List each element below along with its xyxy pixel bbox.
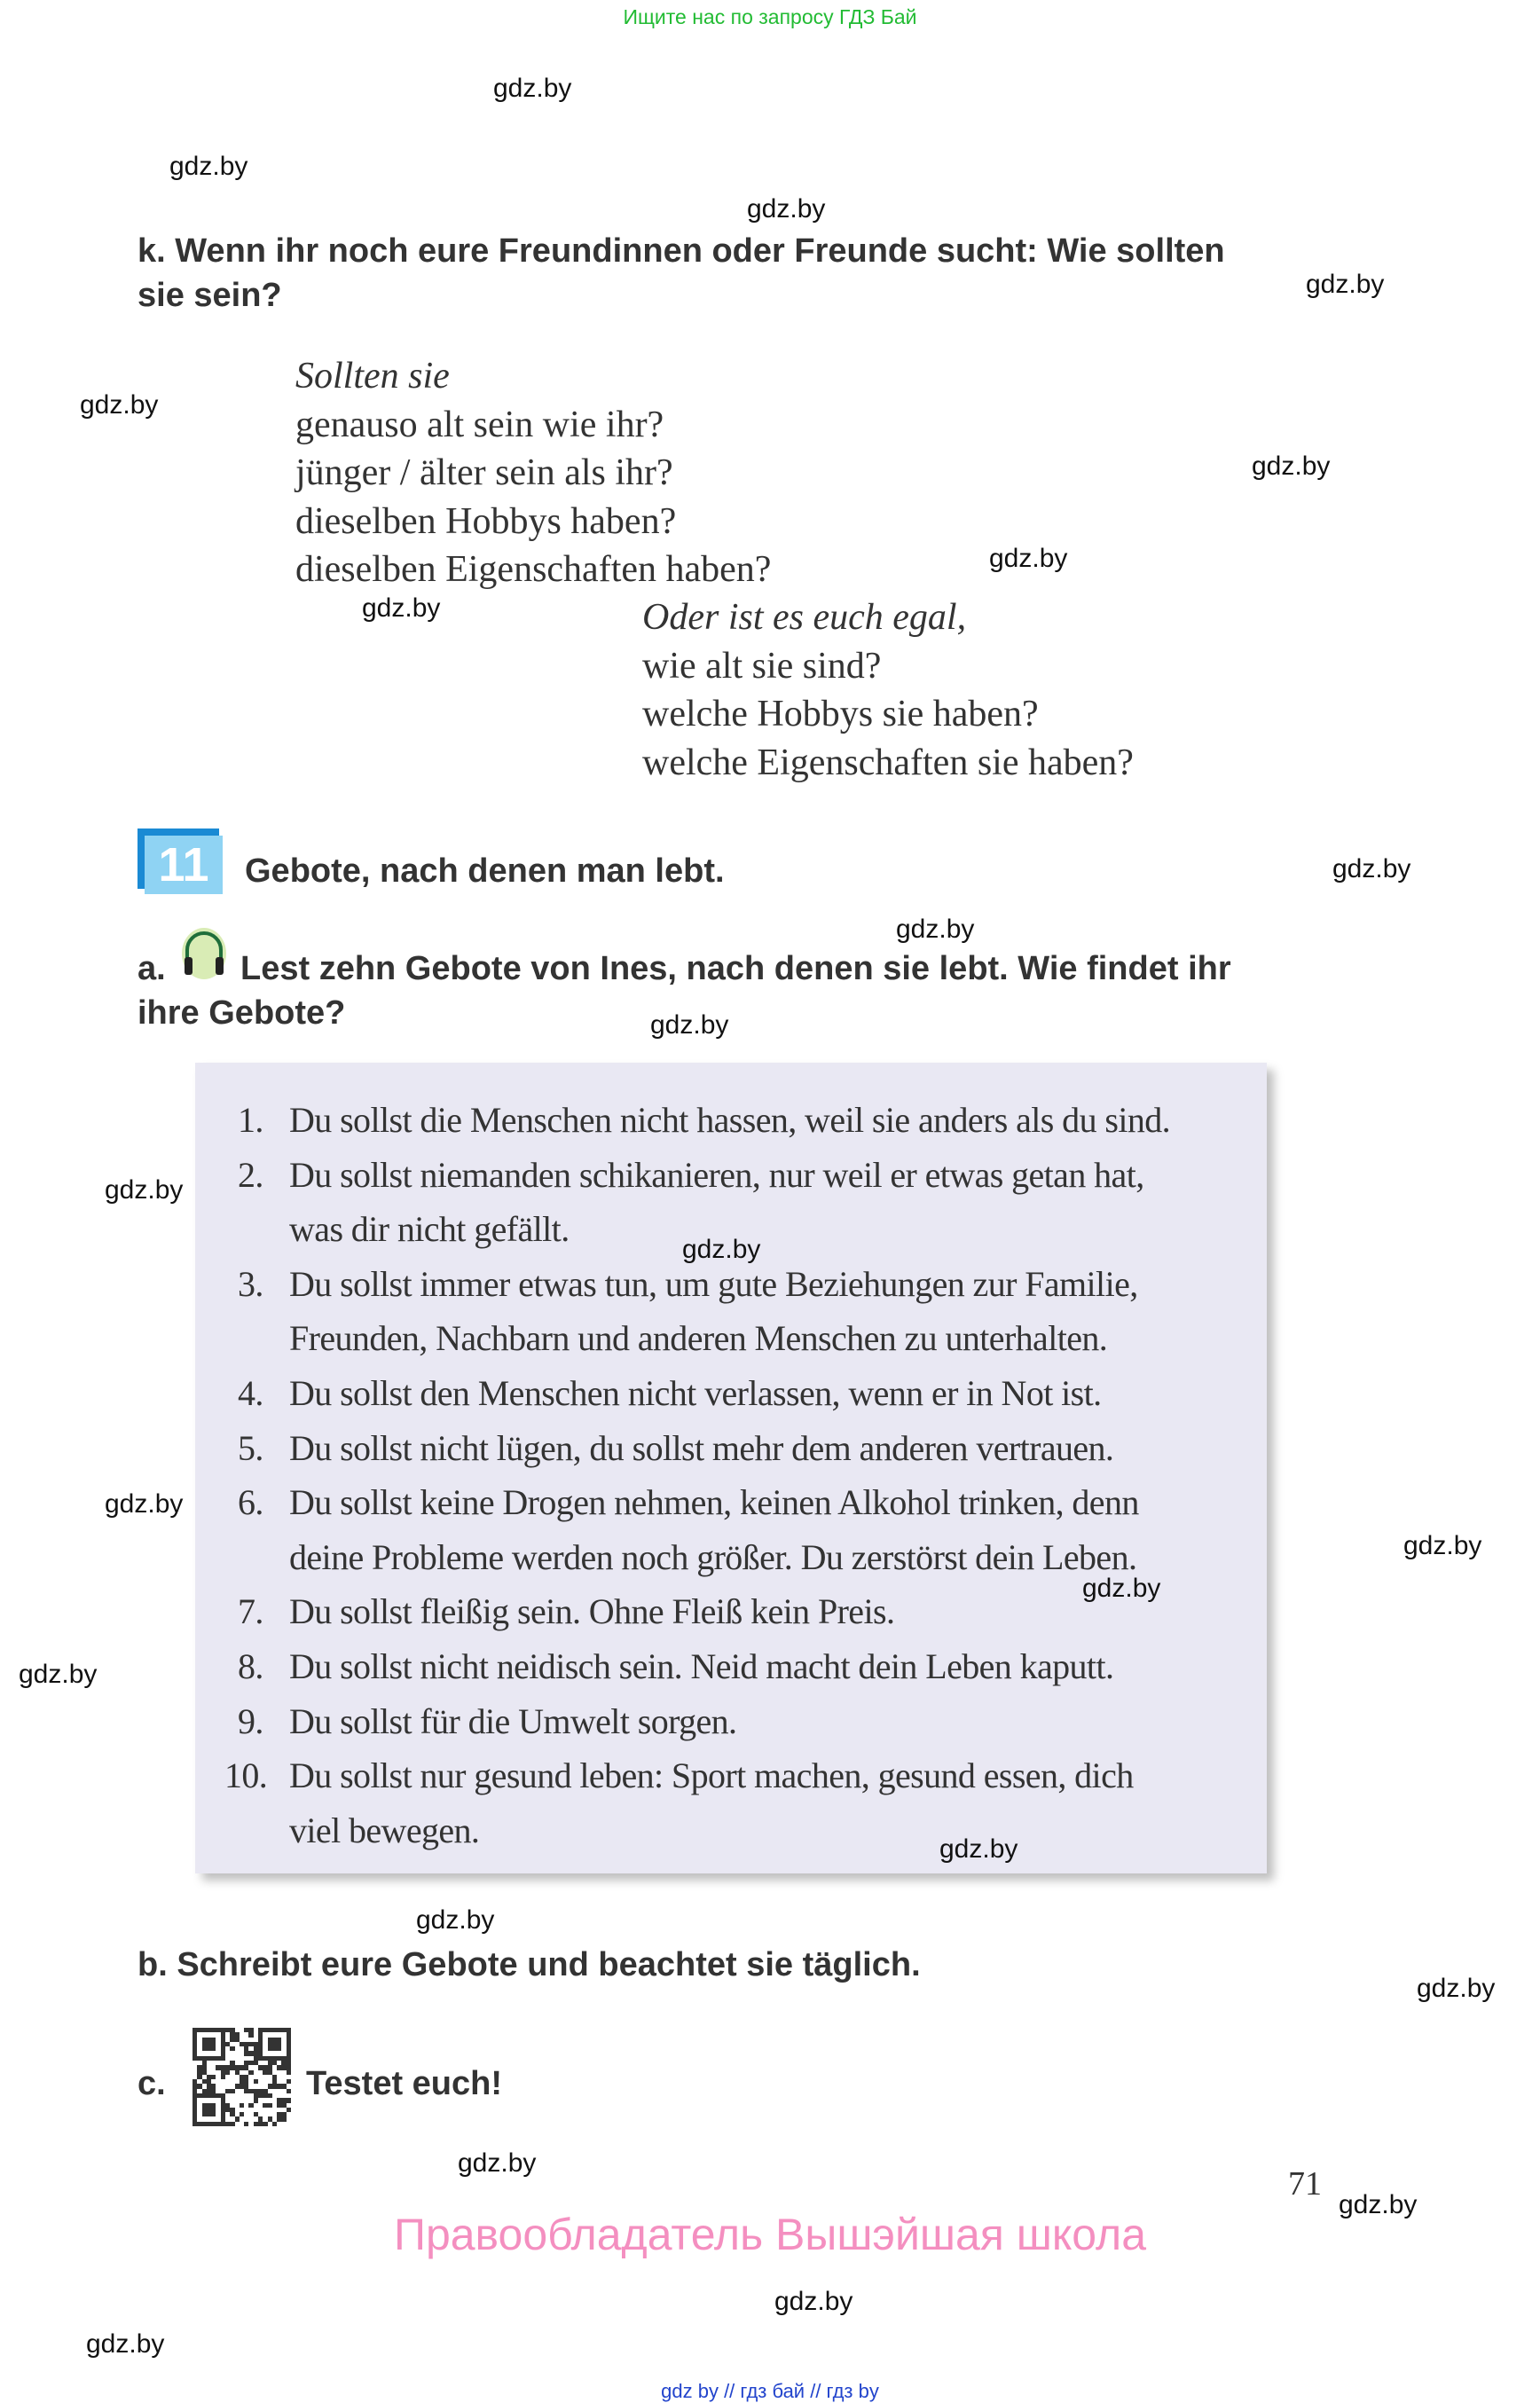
rule-number: 7.: [238, 1591, 263, 1632]
watermark-text: gdz.by: [416, 1905, 495, 1935]
question-line: wie alt sie sind?: [642, 645, 882, 687]
watermark-text: gdz.by: [896, 915, 975, 944]
task-c-label: c.: [138, 2065, 166, 2102]
watermark-text: gdz.by: [458, 2148, 537, 2178]
rule-text: Du sollst nicht neidisch sein. Neid macht dein Leben kaputt.: [289, 1646, 1114, 1686]
watermark-text: gdz.by: [1332, 854, 1411, 883]
watermark-text: gdz.by: [19, 1660, 98, 1689]
task-a-line2: ihre Gebote?: [138, 994, 346, 1032]
watermark-text: gdz.by: [169, 152, 248, 181]
rule-text: Du sollst niemanden schikanieren, nur weil er etwas getan hat,: [289, 1154, 1144, 1195]
rule-text: Du sollst keine Drogen nehmen, keinen Alkohol trinken, denn: [289, 1482, 1139, 1523]
rule-text: Du sollst nur gesund leben: Sport machen, gesund essen, dich: [289, 1755, 1134, 1796]
rule-number: 5.: [238, 1427, 263, 1468]
section-number-badge: [138, 828, 223, 894]
watermark-text: gdz.by: [774, 2287, 853, 2316]
rule-text: Du sollst fleißig sein. Ohne Fleiß kein Preis.: [289, 1591, 895, 1632]
headphones-audio-icon[interactable]: [180, 925, 228, 980]
rule-text: Du sollst immer etwas tun, um gute Beziehungen zur Familie,: [289, 1263, 1138, 1304]
section-title: Gebote, nach denen man lebt.: [245, 852, 725, 890]
task-b: b. Schreibt eure Gebote und beachtet sie täglich.: [138, 1946, 921, 1983]
question-block-2: [642, 593, 1134, 787]
page-number: 71: [1288, 2165, 1322, 2203]
section-number: 11: [145, 836, 223, 894]
question-line: welche Hobbys sie haben?: [642, 694, 1039, 734]
qr-code-icon[interactable]: [192, 2028, 291, 2126]
question-line: Sollten sie: [295, 356, 450, 397]
rule-number: 3.: [238, 1263, 263, 1304]
question-line: dieselben Eigenschaften haben?: [295, 549, 772, 590]
rule-number: 9.: [238, 1700, 263, 1741]
rule-text: Freunden, Nachbarn und anderen Menschen zu unterhalten.: [289, 1318, 1108, 1359]
task-k-line2: sie sein?: [138, 277, 282, 314]
watermark-text: gdz.by: [80, 390, 159, 420]
watermark-text: gdz.by: [989, 544, 1068, 573]
rule-number: 4.: [238, 1373, 263, 1413]
rule-number: 8.: [238, 1646, 263, 1686]
watermark-text: gdz.by: [493, 74, 572, 103]
watermark-text: gdz.by: [1339, 2190, 1418, 2219]
top-search-note: Ищите нас по запросу ГДЗ Бай: [623, 5, 917, 28]
watermark-text: gdz.by: [1403, 1531, 1482, 1560]
rule-text: was dir nicht gefällt.: [289, 1209, 570, 1250]
rule-text: Du sollst für die Umwelt sorgen.: [289, 1700, 737, 1741]
watermark-text: gdz.by: [1082, 1574, 1161, 1603]
watermark-text: gdz.by: [939, 1834, 1018, 1864]
task-k-line1: k. Wenn ihr noch eure Freundinnen oder Freunde sucht: Wie sollten: [138, 232, 1225, 270]
question-line: Oder ist es euch egal,: [642, 597, 967, 638]
rule-text: deine Probleme werden noch größer. Du zerstörst dein Leben.: [289, 1536, 1137, 1577]
watermark-text: gdz.by: [362, 593, 441, 623]
question-line: dieselben Hobbys haben?: [295, 500, 677, 542]
rule-number: 2.: [238, 1154, 263, 1195]
watermark-text: gdz.by: [1252, 452, 1331, 481]
task-a-line1: Lest zehn Gebote von Ines, nach denen sie lebt. Wie findet ihr: [240, 950, 1231, 987]
watermark-text: gdz.by: [105, 1489, 184, 1519]
task-c-text: Testet euch!: [306, 2065, 503, 2102]
copyright-notice: Правообладатель Вышэйшая школа: [394, 2210, 1146, 2259]
watermark-text: gdz.by: [105, 1175, 184, 1205]
rule-number: 6.: [238, 1482, 263, 1523]
question-line: genauso alt sein wie ihr?: [295, 404, 664, 445]
watermark-text: gdz.by: [1306, 270, 1385, 299]
watermark-text: gdz.by: [86, 2329, 165, 2359]
question-block-1: [295, 352, 771, 594]
question-line: welche Eigenschaften sie haben?: [642, 742, 1134, 783]
watermark-text: gdz.by: [682, 1235, 761, 1264]
watermark-text: gdz.by: [650, 1010, 729, 1040]
rule-number: 10.: [224, 1755, 268, 1796]
rule-number: 1.: [238, 1100, 263, 1140]
question-line: jünger / älter sein als ihr?: [295, 452, 673, 493]
task-a-label: a.: [138, 950, 166, 987]
rule-text: Du sollst die Menschen nicht hassen, weil sie anders als du sind.: [289, 1100, 1171, 1140]
watermark-text: gdz.by: [1417, 1974, 1496, 2003]
footer-links[interactable]: gdz by // гдз бай // гдз by: [661, 2380, 879, 2402]
rule-text: Du sollst nicht lügen, du sollst mehr dem anderen vertrauen.: [289, 1427, 1114, 1468]
rule-text: viel bewegen.: [289, 1810, 480, 1850]
watermark-text: gdz.by: [747, 194, 826, 224]
rule-text: Du sollst den Menschen nicht verlassen, wenn er in Not ist.: [289, 1373, 1102, 1413]
task-k-heading: [138, 229, 1225, 318]
